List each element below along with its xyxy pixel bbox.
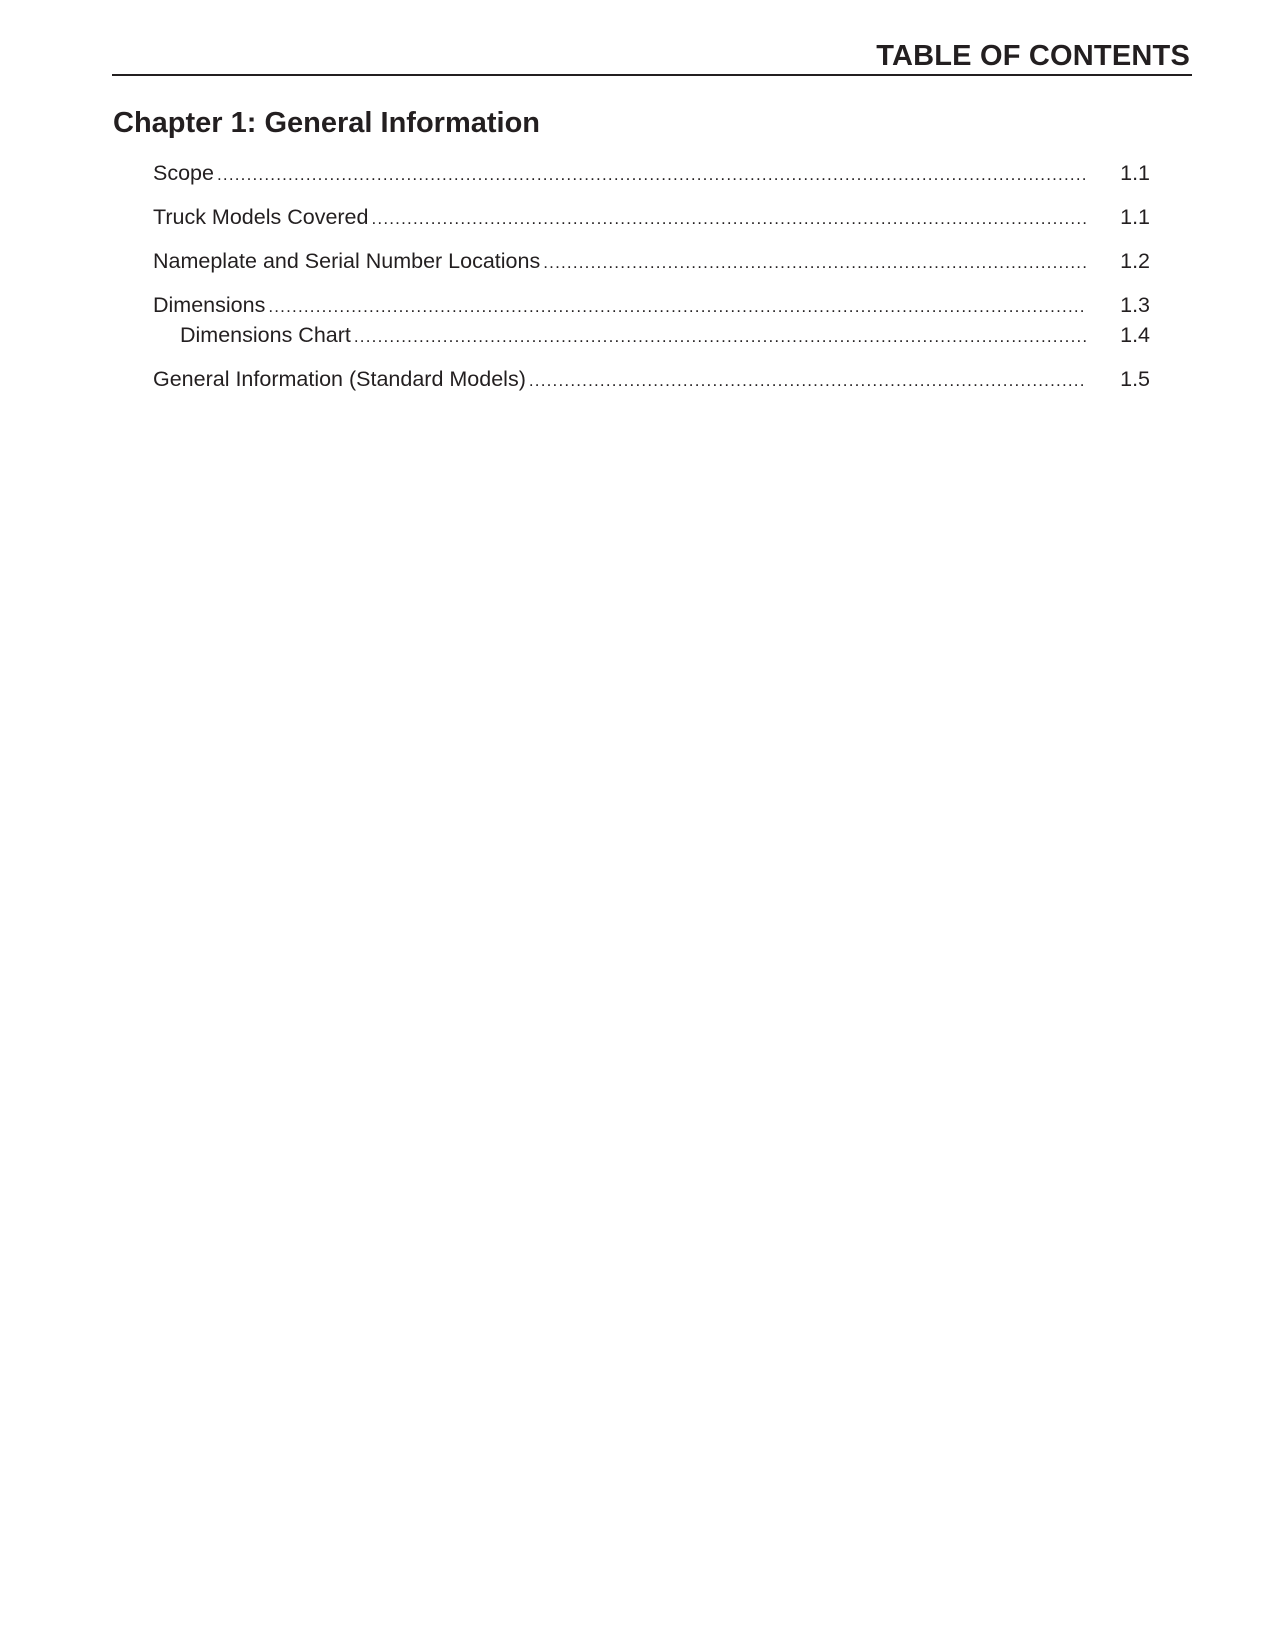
toc-entry-page: 1.1	[1120, 161, 1150, 185]
toc-entry-label: Dimensions Chart	[180, 323, 351, 347]
page-header-title: TABLE OF CONTENTS	[876, 40, 1190, 72]
toc-entry-page: 1.4	[1120, 323, 1150, 347]
dot-leader	[529, 366, 1086, 394]
toc-entry-page: 1.2	[1120, 249, 1150, 273]
toc-entry-nameplate-serial-locations[interactable]	[153, 246, 1150, 276]
toc-entry-label: Truck Models Covered	[153, 205, 369, 229]
toc-entry-label: Dimensions	[153, 293, 266, 317]
page-header	[112, 38, 1192, 76]
table-of-contents	[153, 158, 1150, 394]
toc-entry-page: 1.1	[1120, 205, 1150, 229]
dot-leader	[354, 322, 1086, 350]
toc-entry-page: 1.5	[1120, 367, 1150, 391]
toc-entry-dimensions-chart[interactable]	[153, 320, 1150, 350]
toc-entry-label: Scope	[153, 161, 214, 185]
toc-entry-label: Nameplate and Serial Number Locations	[153, 249, 541, 273]
chapter-title: Chapter 1: General Information	[113, 107, 541, 139]
dot-leader	[268, 292, 1086, 320]
dot-leader	[371, 204, 1086, 232]
dot-leader	[543, 248, 1086, 276]
toc-entry-label: General Information (Standard Models)	[153, 367, 526, 391]
toc-entry-scope[interactable]	[153, 158, 1150, 188]
toc-entry-truck-models-covered[interactable]	[153, 202, 1150, 232]
dot-leader	[217, 160, 1086, 188]
toc-entry-dimensions[interactable]	[153, 290, 1150, 320]
toc-entry-general-information-standard[interactable]	[153, 364, 1150, 394]
toc-entry-page: 1.3	[1120, 293, 1150, 317]
